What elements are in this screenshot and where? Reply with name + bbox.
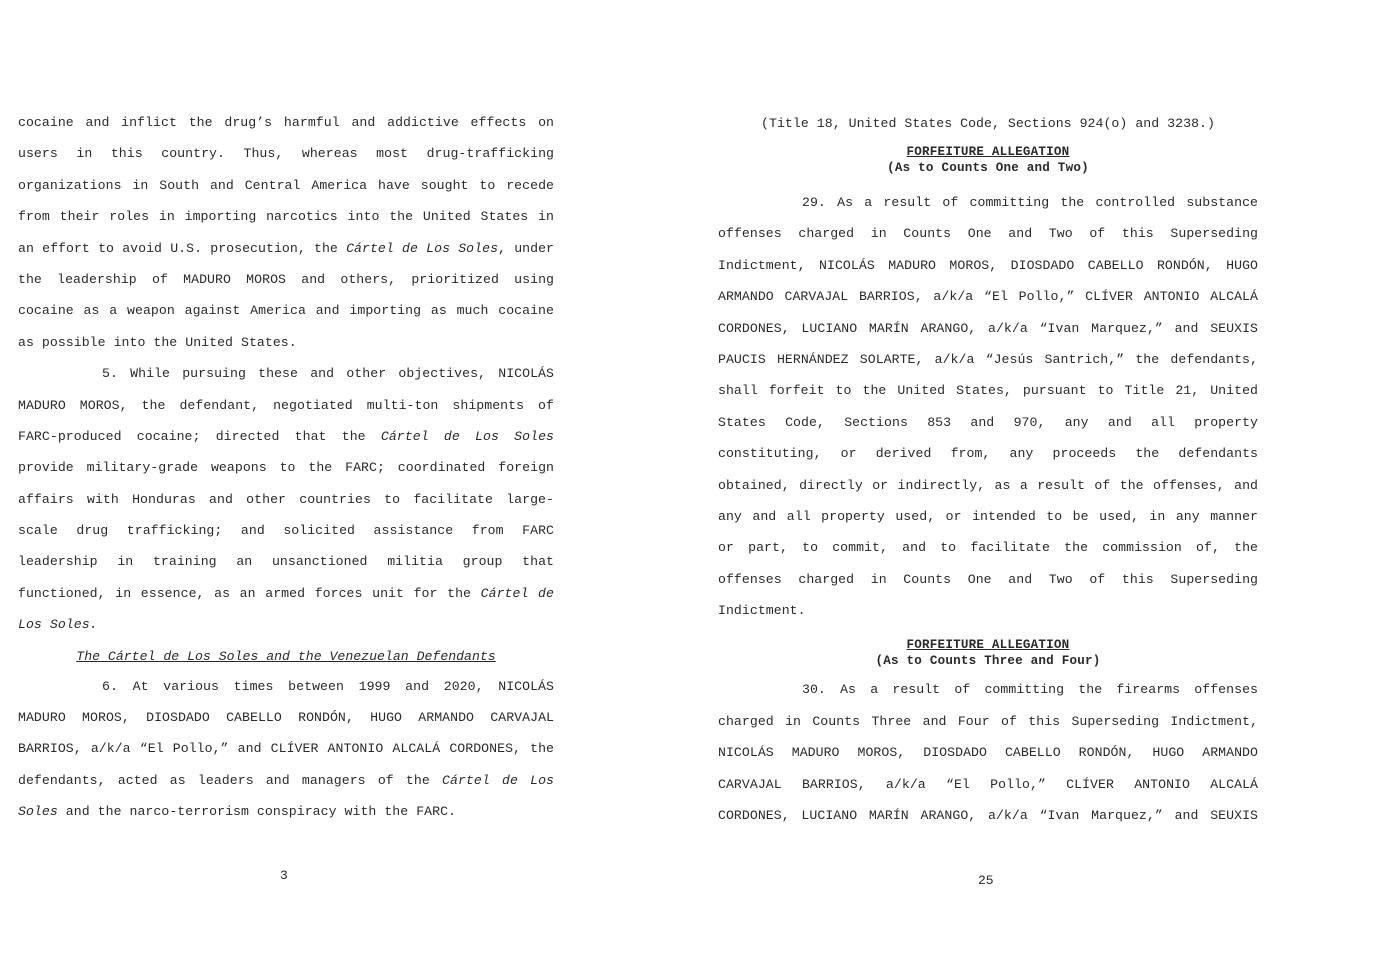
- text-line: BARRIOS, a/k/a “El Pollo,” and CLÍVER ANTONIO ALCALÁ CORDONES, the: [18, 741, 554, 757]
- text-line: provide military-grade weapons to the FARC; coordinated foreign: [18, 460, 554, 476]
- text-line: MADURO MOROS, the defendant, negotiated multi-ton shipments of: [18, 397, 554, 413]
- text-line: offenses charged in Counts One and Two of this Superseding: [718, 571, 1258, 587]
- text-line: constituting, or derived from, any proceeds the defendants: [718, 446, 1258, 462]
- text-line: cocaine as a weapon against America and importing as much cocaine: [18, 303, 554, 319]
- heading-title: FORFEITURE ALLEGATION: [906, 638, 1070, 653]
- text-line: cocaine and inflict the drug’s harmful and addictive effects on: [18, 115, 554, 130]
- text-line: defendants, acted as leaders and managers of the Cártel de Los: [18, 772, 554, 788]
- text-line: NICOLÁS MADURO MOROS, DIOSDADO CABELLO RONDÓN, HUGO ARMANDO: [718, 745, 1258, 761]
- text-line: Soles and the narco-terrorism conspiracy with the FARC.: [18, 804, 457, 820]
- text-line: charged in Counts Three and Four of this Superseding Indictment,: [718, 713, 1258, 729]
- text-line: offenses charged in Counts One and Two of this Superseding: [718, 226, 1258, 242]
- text-line: CORDONES, LUCIANO MARÍN ARANGO, a/k/a “Ivan Marquez,” and SEUXIS: [718, 808, 1258, 824]
- text-line: users in this country. Thus, whereas most drug-trafficking: [18, 146, 554, 162]
- paragraph-5-start: 5. While pursuing these and other objectives, NICOLÁS: [102, 366, 554, 382]
- heading-subtitle: (As to Counts Three and Four): [875, 654, 1101, 669]
- text-line: affairs with Honduras and other countries to facilitate large-: [18, 491, 554, 507]
- forfeiture-heading-1: [718, 142, 1258, 190]
- section-subheading: The Cártel de Los Soles and the Venezuelan Defendants: [76, 648, 496, 664]
- text-line: Los Soles.: [18, 617, 98, 633]
- page-number: 3: [280, 868, 288, 883]
- text-line: FARC-produced cocaine; directed that the Cártel de Los Soles: [18, 428, 555, 444]
- page-left-body: [18, 110, 554, 831]
- text-line: an effort to avoid U.S. prosecution, the Cártel de Los Soles, under: [18, 240, 555, 256]
- text-line: Indictment, NICOLÁS MADURO MOROS, DIOSDADO CABELLO RONDÓN, HUGO: [718, 257, 1258, 273]
- text-line: shall forfeit to the United States, pursuant to Title 21, United: [718, 383, 1258, 399]
- text-line: CORDONES, LUCIANO MARÍN ARANGO, a/k/a “Ivan Marquez,” and SEUXIS: [718, 320, 1258, 336]
- text-line: from their roles in importing narcotics into the United States in: [18, 209, 554, 225]
- text-line: MADURO MOROS, DIOSDADO CABELLO RONDÓN, HUGO ARMANDO CARVAJAL: [18, 710, 554, 726]
- page-right-body: [718, 111, 1258, 834]
- page-number: 25: [978, 873, 994, 888]
- statute-citation: (Title 18, United States Code, Sections 924(o) and 3238.): [761, 116, 1215, 131]
- text-line: scale drug trafficking; and solicited assistance from FARC: [18, 523, 554, 539]
- text-line: States Code, Sections 853 and 970, any and all property: [718, 414, 1258, 430]
- text-line: PAUCIS HERNÁNDEZ SOLARTE, a/k/a “Jesús Santrich,” the defendants,: [718, 351, 1258, 367]
- text-line: organizations in South and Central America have sought to recede: [18, 177, 554, 193]
- forfeiture-heading-2: [718, 629, 1258, 677]
- text-line: any and all property used, or intended to be used, in any manner: [718, 508, 1258, 524]
- text-line: ARMANDO CARVAJAL BARRIOS, a/k/a “El Pollo,” CLÍVER ANTONIO ALCALÁ: [718, 289, 1258, 305]
- text-line: obtained, directly or indirectly, as a result of the offenses, and: [718, 477, 1258, 493]
- heading-title: FORFEITURE ALLEGATION: [906, 145, 1070, 159]
- heading-subtitle: (As to Counts One and Two): [887, 161, 1089, 175]
- text-line: or part, to commit, and to facilitate the commission of, the: [718, 540, 1258, 556]
- paragraph-30-start: 30. As a result of committing the firearms offenses: [802, 682, 1258, 698]
- text-line: CARVAJAL BARRIOS, a/k/a “El Pollo,” CLÍVER ANTONIO ALCALÁ: [718, 776, 1258, 792]
- text-line: functioned, in essence, as an armed forces unit for the Cártel de: [18, 585, 554, 601]
- paragraph-29-start: 29. As a result of committing the controlled substance: [802, 195, 1258, 210]
- paragraph-6-start: 6. At various times between 1999 and 2020, NICOLÁS: [102, 678, 554, 694]
- text-line: leadership in training an unsanctioned militia group that: [18, 554, 554, 570]
- text-line: as possible into the United States.: [18, 334, 297, 350]
- text-line: Indictment.: [718, 603, 806, 619]
- text-line: the leadership of MADURO MOROS and others, prioritized using: [18, 271, 554, 287]
